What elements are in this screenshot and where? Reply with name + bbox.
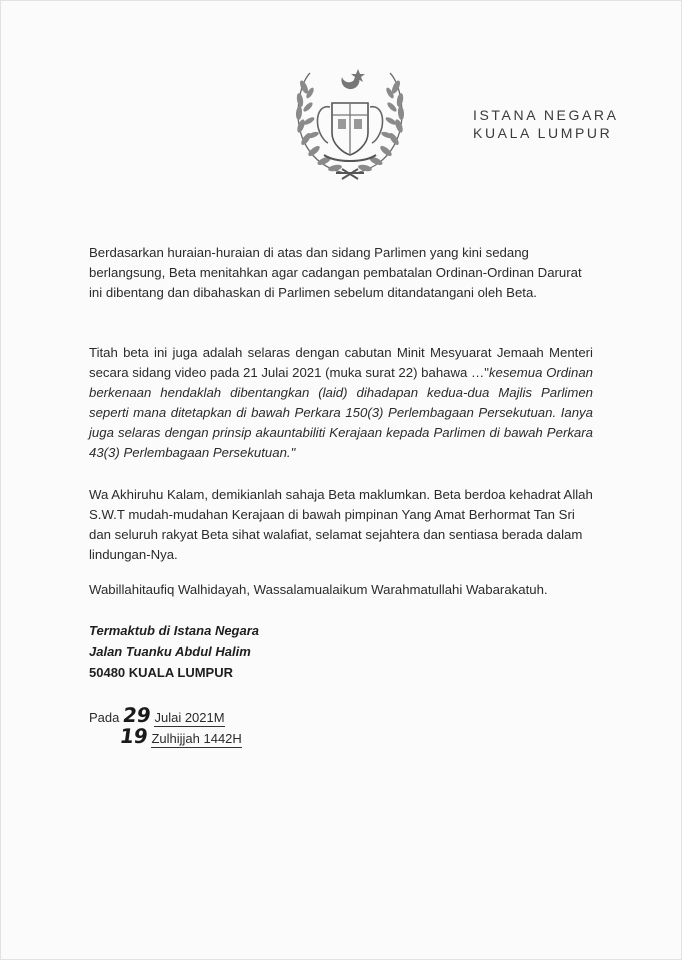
gregorian-month-year: Julai 2021M (154, 710, 225, 725)
issuing-address (89, 620, 259, 683)
paragraph-4-text: Wabillahitaufiq Walhidayah, Wassalamualaikum Warahmatullahi Wabarakatuh. (89, 582, 548, 597)
letterhead-address (473, 106, 619, 142)
handwritten-day-hijri: 19 (118, 724, 150, 748)
handwritten-day-gregorian: 29 (121, 703, 153, 727)
paragraph-3 (89, 485, 593, 565)
paragraph-3-text: Wa Akhiruhu Kalam, demikianlah sahaja Beta maklumkan. Beta berdoa kehadrat Allah S.W.T mudah-mudahan Kerajaan di bawah pimpinan Yang Amat Berhormat Tan Sri dan seluruh rakyat Beta sihat walafiat, selamat sejahtera dan sentiasa berada dalam lindungan-Nya. (89, 487, 593, 562)
paragraph-2-quote: kesemua Ordinan berkenaan hendaklah dibentangkan (laid) dihadapan kedua-dua Majlis Parlimen seperti mana ditetapkan di bawah Perkara 150(3) Perlembagaan Persekutuan. Ianya juga selaras dengan prinsip akauntabiliti Kerajaan kepada Parlimen di bawah Perkara 43(3) Perlembagaan Persekutuan." (89, 365, 593, 460)
letterhead-line-1: ISTANA NEGARA (473, 107, 619, 123)
paragraph-1-text: Berdasarkan huraian-huraian di atas dan sidang Parlimen yang kini sedang berlangsung, Beta menitahkan agar cadangan pembatalan Ordinan-Ordinan Darurat ini dibentang dan dibahaskan di Parlimen sebelum ditandatangani oleh Beta. (89, 245, 582, 300)
address-line-3: 50480 KUALA LUMPUR (89, 665, 233, 680)
address-line-1: Termaktub di Istana Negara (89, 623, 260, 638)
paragraph-2 (89, 343, 593, 463)
hijri-date-line (120, 724, 242, 748)
paragraph-2-lead: Titah beta ini juga adalah selaras dengan cabutan Minit Mesyuarat Jemaah Menteri secara sidang video pada 21 Julai 2021 (muka surat 22) bahawa …" (89, 345, 593, 380)
paragraph-4 (89, 580, 593, 600)
letterhead-line-2: KUALA LUMPUR (473, 125, 613, 141)
paragraph-1 (89, 243, 593, 303)
royal-crest-emblem (280, 55, 420, 190)
address-line-2: Jalan Tuanku Abdul Halim (89, 644, 251, 659)
hijri-month-year: Zulhijjah 1442H (151, 731, 242, 746)
date-prefix: Pada (89, 710, 120, 725)
